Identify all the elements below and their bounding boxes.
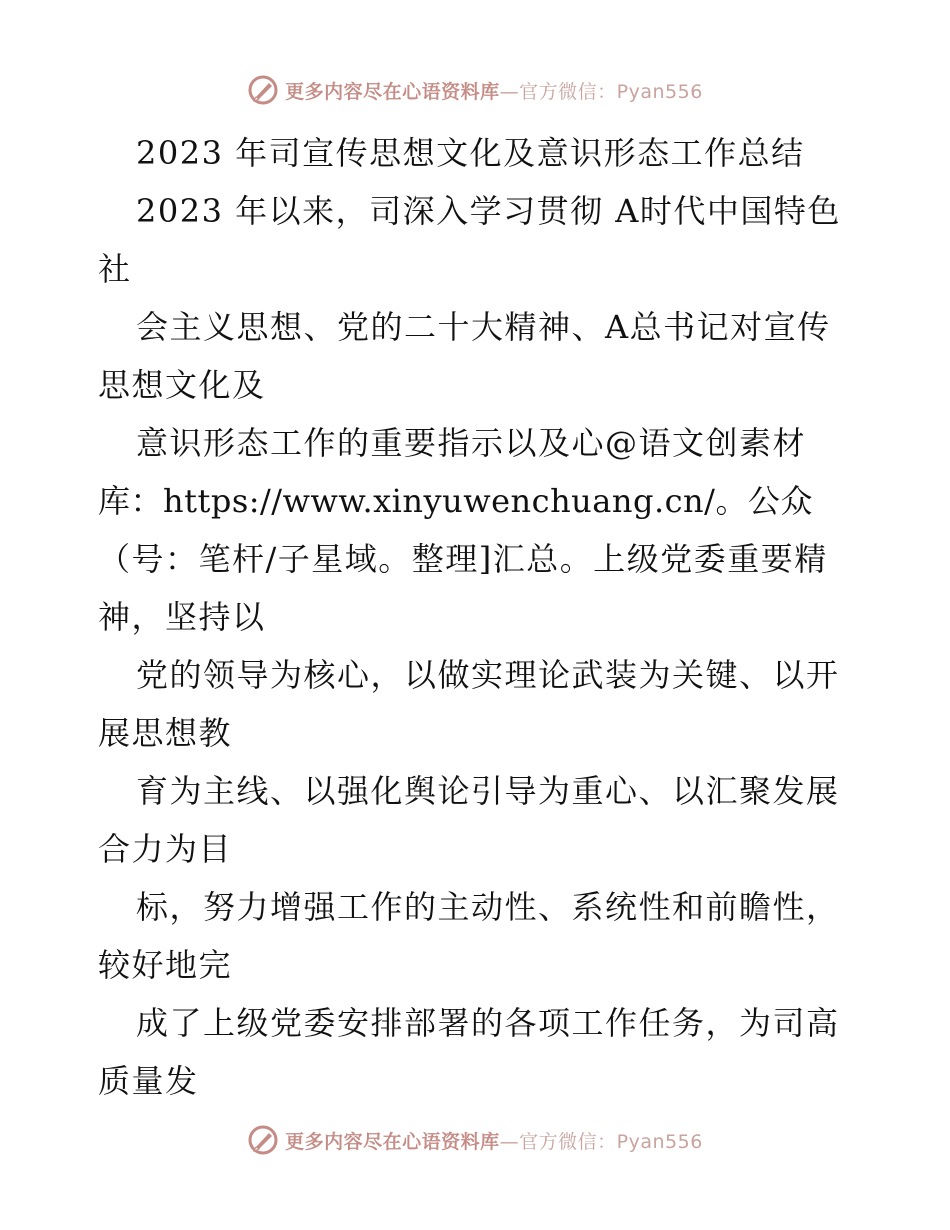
- header-watermark-lead: 更多内容尽在心语资料库: [285, 80, 500, 103]
- header-watermark-banner: [0, 70, 950, 110]
- pen-logo-icon: [247, 1124, 279, 1156]
- doc-line: 神，坚持以: [98, 598, 266, 636]
- footer-watermark-tail: —官方微信：Pyan556: [499, 1130, 703, 1153]
- footer-watermark-banner: [0, 1120, 950, 1160]
- doc-line: （号：笔杆/子星域。整理]汇总。上级党委重要精: [98, 540, 828, 578]
- doc-line: 社: [98, 250, 132, 288]
- doc-line: 育为主线、以强化舆论引导为重心、以汇聚发展: [136, 772, 840, 810]
- pen-logo-icon: [247, 74, 279, 106]
- doc-line: 成了上级党委安排部署的各项工作任务，为司高: [136, 1004, 840, 1042]
- header-watermark-tail: —官方微信：Pyan556: [499, 80, 703, 103]
- doc-line: 会主义思想、党的二十大精神、A总书记对宣传: [136, 308, 831, 346]
- doc-line: 展思想教: [98, 714, 233, 752]
- doc-line: 意识形态工作的重要指示以及心@语文创素材: [136, 424, 807, 462]
- doc-line: 合力为目: [98, 830, 233, 868]
- document-body: [98, 124, 858, 1110]
- header-watermark-text: [285, 77, 703, 104]
- doc-line-url: 库：https://www.xinyuwenchuang.cn/。公众: [98, 482, 813, 520]
- doc-line: 标，努力增强工作的主动性、系统性和前瞻性，: [136, 888, 840, 926]
- doc-line: 质量发: [98, 1062, 199, 1100]
- footer-watermark-text: [285, 1127, 703, 1154]
- footer-watermark-lead: 更多内容尽在心语资料库: [285, 1130, 500, 1153]
- doc-line: 较好地完: [98, 946, 233, 984]
- doc-line: 党的领导为核心，以做实理论武装为关键、以开: [136, 656, 840, 694]
- doc-line: 思想文化及: [98, 366, 266, 404]
- doc-line: 2023 年以来，司深入学习贯彻 A时代中国特色: [136, 192, 841, 230]
- doc-title: 2023 年司宣传思想文化及意识形态工作总结: [136, 134, 805, 172]
